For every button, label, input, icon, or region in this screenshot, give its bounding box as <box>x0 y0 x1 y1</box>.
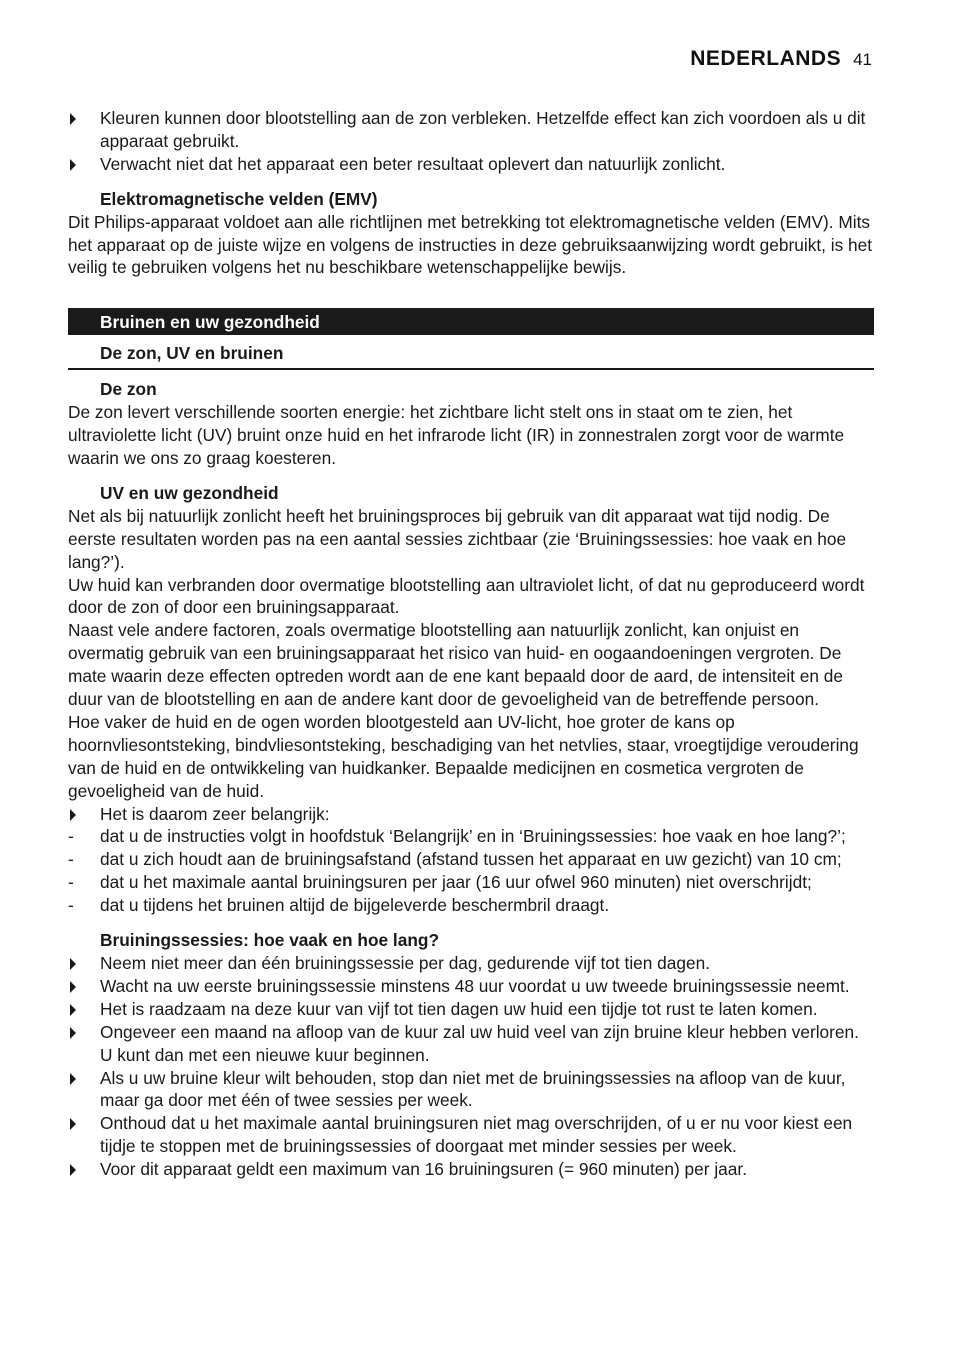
uv-paragraph: Uw huid kan verbranden door overmatige blootstelling aan ultraviolet licht, of dat nu geproduceerd wordt door de zon of door een bruiningsapparaat. <box>68 574 865 618</box>
dash-marker: - <box>68 849 74 870</box>
list-item: Wacht na uw eerste bruiningssessie minstens 48 uur voordat u uw tweede bruiningssessie neemt. <box>100 975 850 996</box>
dash-item: - dat u het maximale aantal bruiningsuren per jaar (16 uur ofwel 960 minuten) niet overschrijdt; <box>68 872 812 893</box>
emv-heading: Elektromagnetische velden (EMV) <box>100 188 378 209</box>
list-item: Ongeveer een maand na afloop van de kuur zal uw huid veel van zijn bruine kleur hebben verloren. U kunt dan met een nieuwe kuur beginnen. <box>100 1021 859 1065</box>
page-number: 41 <box>853 50 872 69</box>
dash-marker: - <box>68 895 74 916</box>
sessions-heading: Bruiningssessies: hoe vaak en hoe lang? <box>100 930 440 951</box>
emv-paragraph: Dit Philips-apparaat voldoet aan alle richtlijnen met betrekking tot elektromagnetische velden (EMV). Mits het apparaat op de juiste wijze en volgens de instructies in deze gebruiksaanwijzing wordt gebruikt, is het veilig te gebruiken volgens het nu beschikbare wetenschappelijke bewijs. <box>68 211 873 278</box>
list-item: Het is raadzaam na deze kuur van vijf tot tien dagen uw huid een tijdje tot rust te laten komen. <box>100 998 818 1019</box>
list-item: Voor dit apparaat geldt een maximum van 16 bruiningsuren (= 960 minuten) per jaar. <box>100 1159 747 1180</box>
page-header <box>690 47 872 71</box>
dash-marker: - <box>68 872 74 893</box>
uv-heading: UV en uw gezondheid <box>100 482 279 503</box>
sun-paragraph: De zon levert verschillende soorten energie: het zichtbare licht stelt ons in staat om te zien, het ultraviolette licht (UV) bruint onze huid en het infrarode licht (IR) in zonnestralen zorgt voor de warmte waarin we ons zo graag koesteren. <box>68 402 845 468</box>
dash-marker: - <box>68 826 74 847</box>
dash-item: - dat u tijdens het bruinen altijd de bijgeleverde beschermbril draagt. <box>68 895 610 916</box>
sun-heading: De zon <box>100 379 157 400</box>
section-title: De zon, UV en bruinen <box>68 342 874 370</box>
uv-paragraph: Naast vele andere factoren, zoals overmatige blootstelling aan natuurlijk zonlicht, kan onjuist en overmatig gebruik van een bruiningsapparaat het risico van huid- en oogaandoeningen vergroten. De mate waarin deze effecten optreden wordt aan de ene kant bepaald door de aard, de intensiteit en de duur van de blootstelling en aan de andere kant door de gevoeligheid van de betreffende persoon. <box>68 620 844 710</box>
uv-paragraph: Hoe vaker de huid en de ogen worden blootgesteld aan UV-licht, hoe groter de kans op hoornvliesontsteking, bindvliesontsteking, beschadiging van het netvlies, staar, vroegtijdige veroudering van de huid en de ontwikkeling van huidkanker. Bepaalde medicijnen en cosmetica vergroten de gevoeligheid van de huid. <box>68 711 859 801</box>
language-label: NEDERLANDS <box>690 47 842 70</box>
list-item: Het is daarom zeer belangrijk: <box>100 803 330 824</box>
list-item: Verwacht niet dat het apparaat een beter resultaat oplevert dan natuurlijk zonlicht. <box>100 153 726 174</box>
list-item: Kleuren kunnen door blootstelling aan de zon verbleken. Hetzelfde effect kan zich voordoen als u dit apparaat gebruikt. <box>100 108 866 151</box>
list-item: Als u uw bruine kleur wilt behouden, stop dan niet met de bruiningssessies na afloop van de kuur, maar ga door met één of twee sessies per week. <box>100 1067 846 1111</box>
list-item: Neem niet meer dan één bruiningssessie per dag, gedurende vijf tot tien dagen. <box>100 953 711 973</box>
dash-item: - dat u zich houdt aan de bruiningsafstand (afstand tussen het apparaat en uw gezicht) van 10 cm; <box>68 849 842 870</box>
dash-item: - dat u de instructies volgt in hoofdstuk ‘Belangrijk’ en in ‘Bruiningssessies: hoe vaak en hoe lang?’; <box>68 826 846 847</box>
uv-paragraph: Net als bij natuurlijk zonlicht heeft het bruiningsproces bij gebruik van dit apparaat wat tijd nodig. De eerste resultaten worden pas na een aantal sessies zichtbaar (zie ‘Bruiningssessies: hoe vaak en hoe lang?’). <box>68 505 847 572</box>
list-item: Onthoud dat u het maximale aantal bruiningsuren niet mag overschrijden, of u er nu voor kiest een tijdje te stoppen met de bruiningssessies of doorgaat met minder sessies per week. <box>100 1113 853 1157</box>
page-content <box>68 107 874 1181</box>
section-heading-bar: Bruinen en uw gezondheid <box>68 308 874 335</box>
